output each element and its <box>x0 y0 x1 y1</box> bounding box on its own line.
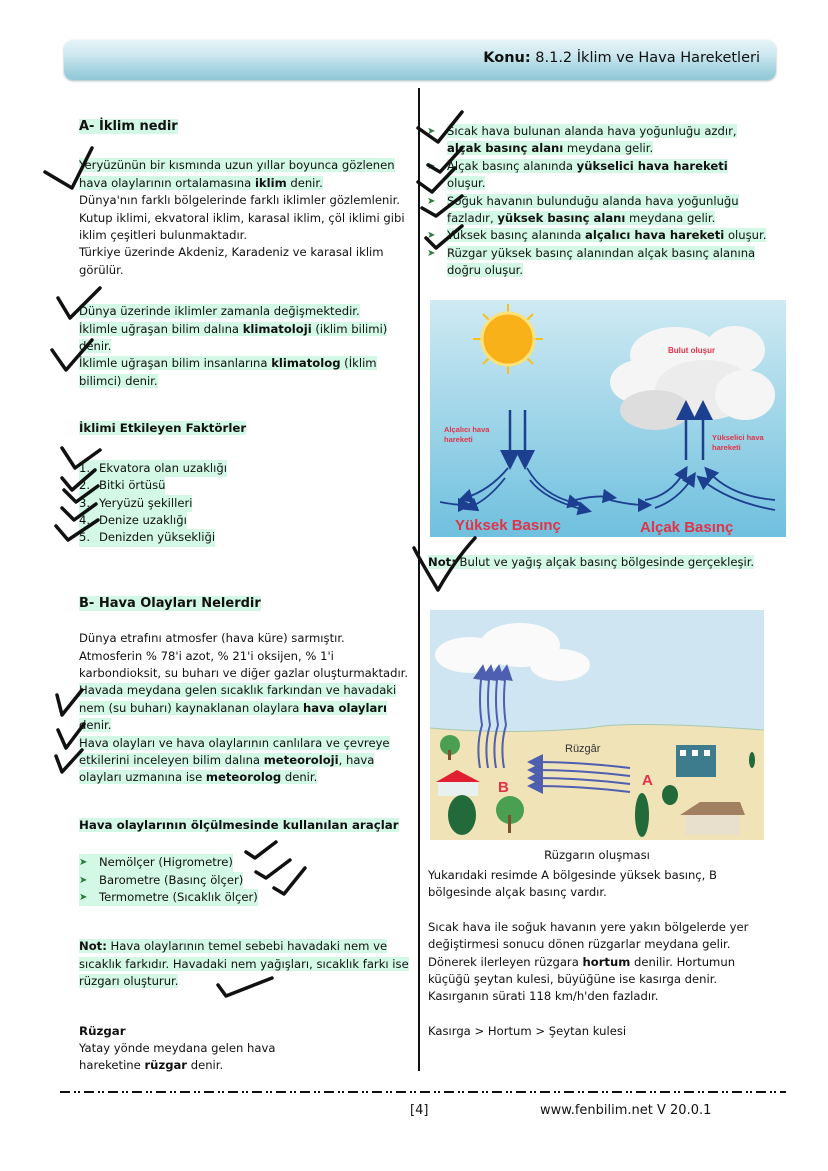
section-a-heading: A- İklim nedir <box>79 119 178 134</box>
house-icon <box>676 745 716 777</box>
page-number: [4] <box>410 1103 429 1118</box>
paragraph: Kutup iklimi, ekvatoral iklim, karasal iklim, çöl iklimi gibi iklim çeşitleri bulunmaktadır. <box>79 210 405 243</box>
list-item: 3. Yeryüzü şekilleri <box>79 495 414 512</box>
site-version: www.fenbilim.net V 20.0.1 <box>540 1103 712 1118</box>
wind-heading: Rüzgar <box>79 1023 126 1038</box>
list-item: 4. Denize uzaklığı <box>79 512 414 529</box>
list-item: ➤ Nemölçer (Higrometre) <box>79 854 414 871</box>
list-item: ➤ Soğuk havanın bulunduğu alanda hava yoğunluğu fazladır, yüksek basınç alanı meydana gelir. <box>427 193 739 226</box>
list-item: 5. Denizden yüksekliği <box>79 529 414 546</box>
svg-text:Rüzgâr: Rüzgâr <box>565 743 601 755</box>
factors-list <box>79 460 414 547</box>
arrow-bullet-icon: ➤ <box>79 857 88 869</box>
pressure-diagram <box>430 300 786 537</box>
factors-heading: İklimi Etkileyen Faktörler <box>79 421 247 436</box>
climate-definition: Yeryüzünün bir kısmında uzun yıllar boyunca gözlenen hava olaylarının ortalamasına iklim denir. <box>79 158 395 190</box>
climatology-definition: İklimle uğraşan bilim dalına klimatoloji (iklim bilimi) denir. <box>79 321 388 354</box>
storm-ranking: Kasırga > Hortum > Şeytan kulesi <box>428 1023 627 1038</box>
paragraph: Atmosferin % 78'i azot, % 21'i oksijen, % 1'i karbondioksit, su buharı ve diğer gazlar oluşturmaktadır. <box>79 648 409 680</box>
svg-text:Alçalıcı hava: Alçalıcı hava <box>444 425 490 434</box>
sun-icon <box>473 304 543 374</box>
arrow-bullet-icon: ➤ <box>427 230 436 242</box>
topic-label: Konu: <box>483 50 531 66</box>
svg-text:Bulut oluşur: Bulut oluşur <box>668 346 716 355</box>
svg-text:Yüksek Basınç: Yüksek Basınç <box>455 517 561 534</box>
arrow-bullet-icon: ➤ <box>427 195 436 207</box>
pressure-bullets <box>427 123 767 280</box>
list-item: 2. Bitki örtüsü <box>79 477 414 494</box>
list-item: 1. Ekvatora olan uzaklığı <box>79 460 414 477</box>
arrow-bullet-icon: ➤ <box>427 126 436 137</box>
svg-text:hareketi: hareketi <box>712 443 741 452</box>
paragraph: Yukarıdaki resimde A bölgesinde yüksek basınç, B bölgesinde alçak basınç vardır. <box>428 868 717 900</box>
arrow-bullet-icon: ➤ <box>427 247 436 259</box>
list-item: ➤ Rüzgar yüksek basınç alanından alçak basınç alanına doğru oluşur. <box>427 245 756 278</box>
svg-text:Alçak Basınç: Alçak Basınç <box>640 519 734 536</box>
wind-definition: Yatay yönde meydana gelen hava hareketine rüzgar denir. <box>79 1041 276 1073</box>
svg-text:A: A <box>642 772 653 789</box>
climatologist-definition: İklimle uğraşan bilim insanlarına klimatolog (İklim bilimci) denir. <box>79 356 377 388</box>
topic-text: 8.1.2 İklim ve Hava Hareketleri <box>535 50 760 66</box>
note-box: Not: Hava olaylarının temel sebebi havadaki nem ve sıcaklık farkıdır. Havadaki nem yağışları, sıcaklık farkı ise rüzgarı oluşturur. <box>79 939 409 989</box>
footer-divider <box>60 1091 786 1093</box>
paragraph: Dünya'nın farklı bölgelerinde farklı iklimler gözlemlenir. <box>79 193 400 208</box>
section-b-heading: B- Hava Olayları Nelerdir <box>79 595 261 611</box>
pressure-note: Not: Bulut ve yağış alçak basınç bölgesinde gerçekleşir. <box>428 555 755 569</box>
list-item: ➤ Alçak basınç alanında yükselici hava hareketi oluşur. <box>427 158 728 191</box>
weather-events-definition: Havada meydana gelen sıcaklık farkından ve havadaki nem (su buharı) kaynaklanan olaylara hava olayları denir. <box>79 683 397 733</box>
arrow-bullet-icon: ➤ <box>427 160 436 172</box>
topic-title <box>483 50 760 66</box>
wind-formation-diagram <box>430 610 764 840</box>
right-column <box>427 123 767 280</box>
meteorology-definition: Hava olayları ve hava olaylarının canlılara ve çevreye etkilerini inceleyen bilim dalına meteoroloji, hava olayları uzmanına ise meteorolog denir. <box>79 735 390 785</box>
list-item: ➤ Barometre (Basınç ölçer) <box>79 872 414 889</box>
list-item: ➤ Termometre (Sıcaklık ölçer) <box>79 889 414 906</box>
tools-list <box>79 854 414 906</box>
arrow-bullet-icon: ➤ <box>79 874 88 886</box>
list-item: ➤ Sıcak hava bulunan alanda hava yoğunluğu azdır, alçak basınç alanı meydana gelir. <box>427 124 737 156</box>
wind-explanation <box>428 867 768 1040</box>
column-divider <box>418 88 420 1071</box>
paragraph: Dünya etrafını atmosfer (hava küre) sarmıştır. <box>79 631 345 646</box>
left-column <box>79 118 414 1075</box>
tornado-paragraph: Sıcak hava ile soğuk havanın yere yakın bölgelerde yer değiştirmesi sonucu dönen rüzgarlar meydana gelir. Dönerek ilerleyen rüzgara hortum denilir. Hortumun küçüğü şeytan kulesi, büyüğüne ise kasırga denir. Kasırganın sürati 118 km/h'den fazladır. <box>428 919 749 1004</box>
topic-banner <box>64 40 776 80</box>
svg-text:Yükselici hava: Yükselici hava <box>712 433 764 442</box>
paragraph: Türkiye üzerinde Akdeniz, Karadeniz ve karasal iklim görülür. <box>79 245 384 277</box>
list-item: ➤ Yüksek basınç alanında alçalıcı hava hareketi oluşur. <box>447 227 767 244</box>
paragraph: Dünya üzerinde iklimler zamanla değişmektedir. <box>79 304 360 319</box>
svg-text:B: B <box>498 779 509 796</box>
figure-caption: Rüzgarın oluşması <box>544 848 650 862</box>
tools-heading: Hava olaylarının ölçülmesinde kullanılan araçlar <box>79 817 399 832</box>
arrow-bullet-icon: ➤ <box>79 892 88 903</box>
svg-text:hareketi: hareketi <box>444 435 473 444</box>
